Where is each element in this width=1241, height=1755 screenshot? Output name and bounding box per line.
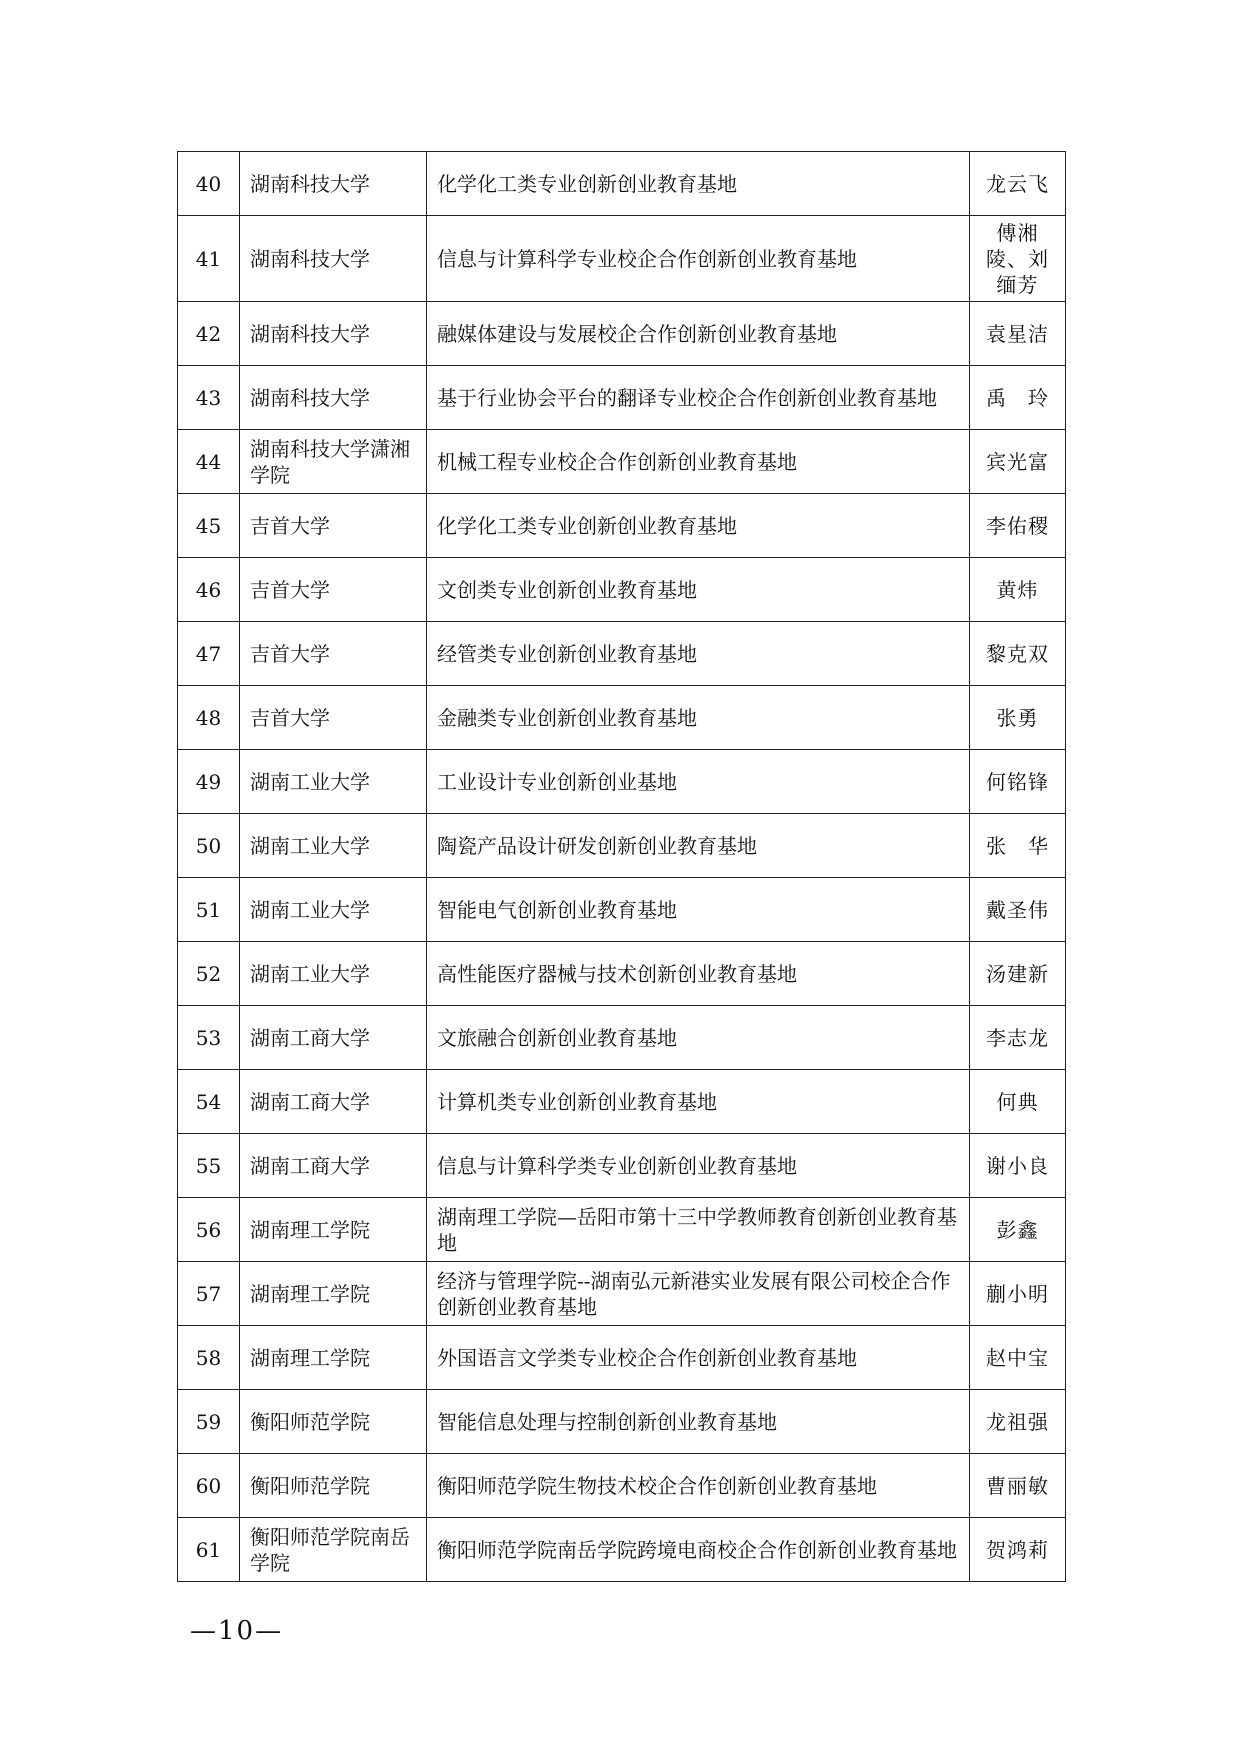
person-cell: 李佑稷 (970, 494, 1066, 558)
table-row (178, 1454, 1066, 1518)
row-number-cell: 40 (178, 152, 240, 216)
school-cell: 衡阳师范学院南岳学院 (240, 1518, 427, 1582)
table-row (178, 1198, 1066, 1262)
base-name-cell: 融媒体建设与发展校企合作创新创业教育基地 (427, 302, 970, 366)
person-cell: 李志龙 (970, 1006, 1066, 1070)
person-cell: 龙祖强 (970, 1390, 1066, 1454)
row-number-cell: 45 (178, 494, 240, 558)
person-cell: 龙云飞 (970, 152, 1066, 216)
row-number-cell: 51 (178, 878, 240, 942)
base-name-cell: 文创类专业创新创业教育基地 (427, 558, 970, 622)
school-cell: 湖南工商大学 (240, 1070, 427, 1134)
table-row (178, 1262, 1066, 1326)
school-cell: 吉首大学 (240, 558, 427, 622)
base-name-cell: 化学化工类专业创新创业教育基地 (427, 152, 970, 216)
person-cell: 袁星洁 (970, 302, 1066, 366)
base-name-cell: 信息与计算科学类专业创新创业教育基地 (427, 1134, 970, 1198)
table-body (178, 152, 1066, 1582)
row-number-cell: 61 (178, 1518, 240, 1582)
row-number-cell: 55 (178, 1134, 240, 1198)
table-row (178, 1326, 1066, 1390)
table-row (178, 558, 1066, 622)
school-cell: 吉首大学 (240, 686, 427, 750)
person-cell: 贺鸿莉 (970, 1518, 1066, 1582)
school-cell: 湖南工业大学 (240, 750, 427, 814)
school-cell: 湖南科技大学 (240, 302, 427, 366)
base-name-cell: 信息与计算科学专业校企合作创新创业教育基地 (427, 216, 970, 302)
school-cell: 衡阳师范学院 (240, 1390, 427, 1454)
base-name-cell: 化学化工类专业创新创业教育基地 (427, 494, 970, 558)
school-cell: 湖南工业大学 (240, 942, 427, 1006)
table-row (178, 942, 1066, 1006)
row-number-cell: 46 (178, 558, 240, 622)
base-name-cell: 机械工程专业校企合作创新创业教育基地 (427, 430, 970, 494)
table-row (178, 1390, 1066, 1454)
base-name-cell: 工业设计专业创新创业基地 (427, 750, 970, 814)
school-cell: 湖南理工学院 (240, 1326, 427, 1390)
person-cell: 何铭锋 (970, 750, 1066, 814)
person-cell: 彭鑫 (970, 1198, 1066, 1262)
table-row (178, 878, 1066, 942)
base-name-cell: 外国语言文学类专业校企合作创新创业教育基地 (427, 1326, 970, 1390)
page-number: —10— (190, 1616, 284, 1646)
table-row (178, 366, 1066, 430)
table-row (178, 152, 1066, 216)
row-number-cell: 59 (178, 1390, 240, 1454)
row-number-cell: 41 (178, 216, 240, 302)
base-list-table (177, 151, 1066, 1582)
person-cell: 禹 玲 (970, 366, 1066, 430)
school-cell: 湖南科技大学 (240, 216, 427, 302)
school-cell: 湖南理工学院 (240, 1262, 427, 1326)
base-name-cell: 经济与管理学院--湖南弘元新港实业发展有限公司校企合作创新创业教育基地 (427, 1262, 970, 1326)
school-cell: 湖南理工学院 (240, 1198, 427, 1262)
table-row (178, 216, 1066, 302)
person-cell: 蒯小明 (970, 1262, 1066, 1326)
person-cell: 张勇 (970, 686, 1066, 750)
school-cell: 衡阳师范学院 (240, 1454, 427, 1518)
school-cell: 湖南工业大学 (240, 878, 427, 942)
table-row (178, 1006, 1066, 1070)
person-cell: 赵中宝 (970, 1326, 1066, 1390)
base-name-cell: 衡阳师范学院南岳学院跨境电商校企合作创新创业教育基地 (427, 1518, 970, 1582)
base-name-cell: 计算机类专业创新创业教育基地 (427, 1070, 970, 1134)
row-number-cell: 42 (178, 302, 240, 366)
person-cell: 汤建新 (970, 942, 1066, 1006)
table-row (178, 1518, 1066, 1582)
row-number-cell: 47 (178, 622, 240, 686)
person-cell: 张 华 (970, 814, 1066, 878)
row-number-cell: 43 (178, 366, 240, 430)
row-number-cell: 48 (178, 686, 240, 750)
table-row (178, 1070, 1066, 1134)
row-number-cell: 54 (178, 1070, 240, 1134)
row-number-cell: 49 (178, 750, 240, 814)
base-name-cell: 高性能医疗器械与技术创新创业教育基地 (427, 942, 970, 1006)
row-number-cell: 53 (178, 1006, 240, 1070)
person-cell: 谢小良 (970, 1134, 1066, 1198)
school-cell: 湖南工业大学 (240, 814, 427, 878)
school-cell: 吉首大学 (240, 494, 427, 558)
person-cell: 黎克双 (970, 622, 1066, 686)
table-row (178, 302, 1066, 366)
person-cell: 傅湘陵、刘缅芳 (970, 216, 1066, 302)
row-number-cell: 57 (178, 1262, 240, 1326)
base-name-cell: 经管类专业创新创业教育基地 (427, 622, 970, 686)
person-cell: 黄炜 (970, 558, 1066, 622)
table-row (178, 814, 1066, 878)
base-name-cell: 文旅融合创新创业教育基地 (427, 1006, 970, 1070)
table-row (178, 686, 1066, 750)
base-name-cell: 湖南理工学院—岳阳市第十三中学教师教育创新创业教育基地 (427, 1198, 970, 1262)
person-cell: 戴圣伟 (970, 878, 1066, 942)
person-cell: 宾光富 (970, 430, 1066, 494)
person-cell: 何典 (970, 1070, 1066, 1134)
row-number-cell: 56 (178, 1198, 240, 1262)
table-row (178, 622, 1066, 686)
row-number-cell: 60 (178, 1454, 240, 1518)
school-cell: 湖南科技大学 (240, 152, 427, 216)
row-number-cell: 44 (178, 430, 240, 494)
school-cell: 湖南科技大学潇湘学院 (240, 430, 427, 494)
row-number-cell: 52 (178, 942, 240, 1006)
base-name-cell: 智能电气创新创业教育基地 (427, 878, 970, 942)
row-number-cell: 58 (178, 1326, 240, 1390)
table-row (178, 430, 1066, 494)
base-name-cell: 陶瓷产品设计研发创新创业教育基地 (427, 814, 970, 878)
row-number-cell: 50 (178, 814, 240, 878)
school-cell: 湖南工商大学 (240, 1134, 427, 1198)
school-cell: 湖南科技大学 (240, 366, 427, 430)
base-name-cell: 衡阳师范学院生物技术校企合作创新创业教育基地 (427, 1454, 970, 1518)
base-name-cell: 智能信息处理与控制创新创业教育基地 (427, 1390, 970, 1454)
table-row (178, 750, 1066, 814)
base-name-cell: 基于行业协会平台的翻译专业校企合作创新创业教育基地 (427, 366, 970, 430)
person-cell: 曹丽敏 (970, 1454, 1066, 1518)
school-cell: 湖南工商大学 (240, 1006, 427, 1070)
base-name-cell: 金融类专业创新创业教育基地 (427, 686, 970, 750)
table-row (178, 494, 1066, 558)
table-row (178, 1134, 1066, 1198)
school-cell: 吉首大学 (240, 622, 427, 686)
